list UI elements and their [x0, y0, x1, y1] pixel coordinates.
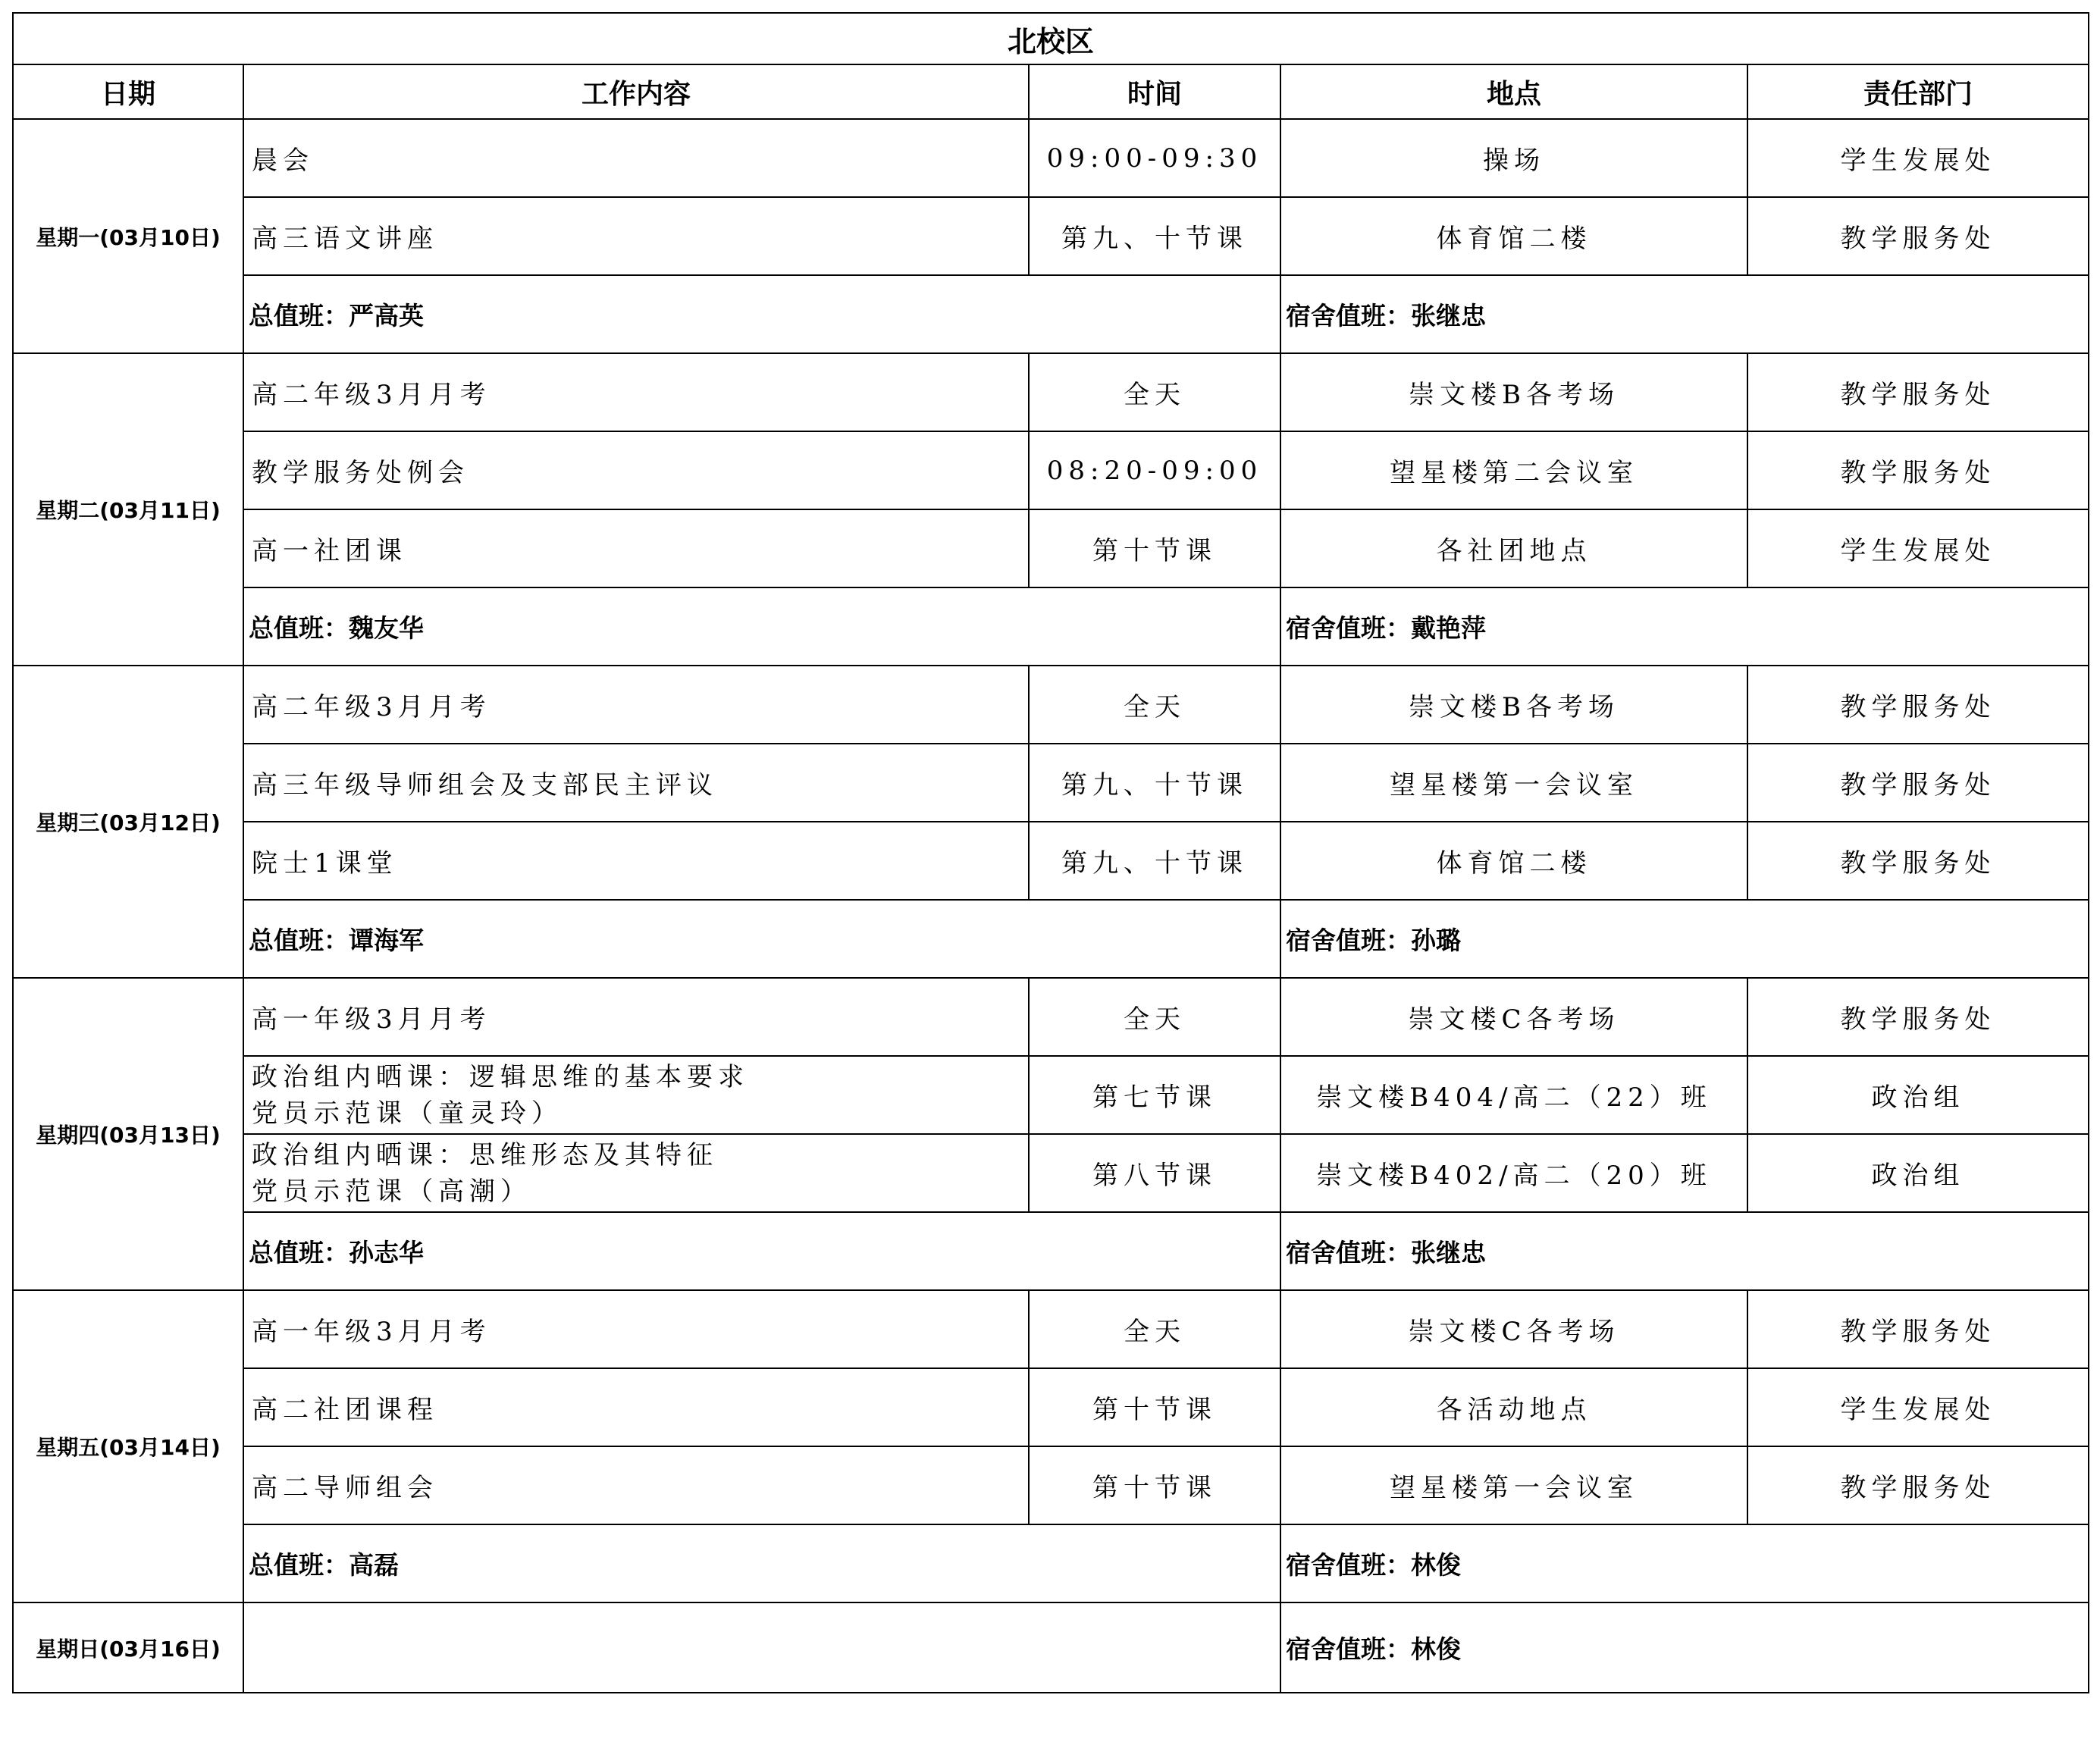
dept-cell: 教学服务处 — [1747, 666, 2089, 744]
duty-row — [13, 1524, 2089, 1602]
time-cell: 第九、十节课 — [1029, 197, 1280, 275]
work-content-cell — [243, 353, 1029, 431]
dept-cell: 政治组 — [1747, 1056, 2089, 1134]
time-cell: 全天 — [1029, 978, 1280, 1056]
work-content-line: 高二年级3月月考 — [252, 380, 491, 410]
day-date-cell: 星期三(03月12日) — [13, 666, 243, 978]
dorm-duty-cell: 宿舍值班：孙璐 — [1280, 900, 2089, 978]
dept-cell: 学生发展处 — [1747, 1368, 2089, 1446]
time-cell: 第十节课 — [1029, 1446, 1280, 1524]
schedule-container — [12, 12, 2089, 1693]
duty-cell — [243, 1602, 1280, 1693]
work-content-line: 高三语文讲座 — [252, 224, 438, 254]
header-dept: 责任部门 — [1747, 64, 2089, 119]
table-row — [13, 666, 2089, 744]
work-content-cell — [243, 1056, 1029, 1134]
table-row — [13, 431, 2089, 509]
table-row — [13, 353, 2089, 431]
dept-cell: 教学服务处 — [1747, 353, 2089, 431]
table-row — [13, 197, 2089, 275]
work-content-line: 高二导师组会 — [252, 1473, 438, 1503]
time-cell: 第十节课 — [1029, 509, 1280, 587]
time-cell: 08:20-09:00 — [1029, 431, 1280, 509]
table-row — [13, 1368, 2089, 1446]
work-content-line: 党员示范课（童灵玲） — [252, 1098, 563, 1129]
dorm-duty-cell: 宿舍值班：林俊 — [1280, 1602, 2089, 1693]
table-title: 北校区 — [13, 13, 2089, 64]
work-content-cell — [243, 1134, 1029, 1212]
work-content-cell — [243, 431, 1029, 509]
table-row — [13, 1056, 2089, 1134]
work-content-line: 晨会 — [252, 146, 314, 176]
table-row — [13, 509, 2089, 587]
work-content-cell — [243, 744, 1029, 822]
place-cell: 体育馆二楼 — [1280, 822, 1747, 900]
schedule-table — [12, 12, 2089, 1693]
place-cell: 各社团地点 — [1280, 509, 1747, 587]
day-date-cell: 星期二(03月11日) — [13, 353, 243, 666]
header-content: 工作内容 — [243, 64, 1029, 119]
work-content-cell — [243, 1446, 1029, 1524]
table-row — [13, 1446, 2089, 1524]
table-row — [13, 119, 2089, 197]
day-date-cell: 星期四(03月13日) — [13, 978, 243, 1290]
duty-row — [13, 587, 2089, 666]
dept-cell: 教学服务处 — [1747, 431, 2089, 509]
day-date-cell: 星期五(03月14日) — [13, 1290, 243, 1602]
duty-cell: 总值班：严高英 — [243, 275, 1280, 353]
place-cell: 崇文楼C各考场 — [1280, 978, 1747, 1056]
work-content-cell — [243, 197, 1029, 275]
work-content-line: 政治组内晒课：逻辑思维的基本要求 — [252, 1061, 749, 1092]
work-content-cell — [243, 1368, 1029, 1446]
work-content-line: 高三年级导师组会及支部民主评议 — [252, 770, 718, 800]
time-cell: 第七节课 — [1029, 1056, 1280, 1134]
time-cell: 全天 — [1029, 666, 1280, 744]
place-cell: 体育馆二楼 — [1280, 197, 1747, 275]
work-content-line: 高一社团课 — [252, 536, 407, 566]
place-cell: 崇文楼B402/高二（20）班 — [1280, 1134, 1747, 1212]
duty-row — [13, 900, 2089, 978]
dept-cell: 教学服务处 — [1747, 978, 2089, 1056]
work-content-line: 政治组内晒课：思维形态及其特征 — [252, 1139, 718, 1170]
place-cell: 望星楼第一会议室 — [1280, 744, 1747, 822]
day-date-cell: 星期日(03月16日) — [13, 1602, 243, 1693]
place-cell: 望星楼第一会议室 — [1280, 1446, 1747, 1524]
dept-cell: 教学服务处 — [1747, 822, 2089, 900]
work-content-cell — [243, 509, 1029, 587]
work-content-cell — [243, 978, 1029, 1056]
dept-cell: 教学服务处 — [1747, 197, 2089, 275]
work-content-line: 高二年级3月月考 — [252, 692, 491, 722]
work-content-cell — [243, 822, 1029, 900]
work-content-cell — [243, 1290, 1029, 1368]
work-content-line: 教学服务处例会 — [252, 458, 469, 488]
dorm-duty-cell: 宿舍值班：林俊 — [1280, 1524, 2089, 1602]
dorm-duty-cell: 宿舍值班：张继忠 — [1280, 1212, 2089, 1290]
time-cell: 第九、十节课 — [1029, 822, 1280, 900]
place-cell: 各活动地点 — [1280, 1368, 1747, 1446]
dept-cell: 教学服务处 — [1747, 1446, 2089, 1524]
work-content-line: 高一年级3月月考 — [252, 1004, 491, 1035]
header-date: 日期 — [13, 64, 243, 119]
work-content-line: 高二社团课程 — [252, 1395, 438, 1425]
place-cell: 望星楼第二会议室 — [1280, 431, 1747, 509]
duty-cell: 总值班：孙志华 — [243, 1212, 1280, 1290]
dept-cell: 教学服务处 — [1747, 744, 2089, 822]
duty-cell: 总值班：高磊 — [243, 1524, 1280, 1602]
time-cell: 全天 — [1029, 1290, 1280, 1368]
dept-cell: 学生发展处 — [1747, 509, 2089, 587]
place-cell: 崇文楼C各考场 — [1280, 1290, 1747, 1368]
time-cell: 第十节课 — [1029, 1368, 1280, 1446]
work-content-line: 高一年级3月月考 — [252, 1317, 491, 1347]
dept-cell: 政治组 — [1747, 1134, 2089, 1212]
table-row — [13, 744, 2089, 822]
time-cell: 09:00-09:30 — [1029, 119, 1280, 197]
dept-cell: 学生发展处 — [1747, 119, 2089, 197]
table-row — [13, 822, 2089, 900]
duty-cell: 总值班：魏友华 — [243, 587, 1280, 666]
table-row — [13, 978, 2089, 1056]
place-cell: 崇文楼B各考场 — [1280, 353, 1747, 431]
work-content-line: 院士1课堂 — [252, 848, 398, 879]
dorm-duty-cell: 宿舍值班：戴艳萍 — [1280, 587, 2089, 666]
table-row — [13, 1290, 2089, 1368]
schedule-body — [13, 119, 2089, 1693]
day-row — [13, 1602, 2089, 1693]
place-cell: 崇文楼B404/高二（22）班 — [1280, 1056, 1747, 1134]
duty-cell: 总值班：谭海军 — [243, 900, 1280, 978]
work-content-line: 党员示范课（高潮） — [252, 1176, 531, 1207]
header-place: 地点 — [1280, 64, 1747, 119]
header-time: 时间 — [1029, 64, 1280, 119]
dorm-duty-cell: 宿舍值班：张继忠 — [1280, 275, 2089, 353]
duty-row — [13, 275, 2089, 353]
dept-cell: 教学服务处 — [1747, 1290, 2089, 1368]
time-cell: 第八节课 — [1029, 1134, 1280, 1212]
table-row — [13, 1134, 2089, 1212]
time-cell: 第九、十节课 — [1029, 744, 1280, 822]
place-cell: 崇文楼B各考场 — [1280, 666, 1747, 744]
day-date-cell: 星期一(03月10日) — [13, 119, 243, 353]
work-content-cell — [243, 119, 1029, 197]
duty-row — [13, 1212, 2089, 1290]
work-content-cell — [243, 666, 1029, 744]
place-cell: 操场 — [1280, 119, 1747, 197]
time-cell: 全天 — [1029, 353, 1280, 431]
